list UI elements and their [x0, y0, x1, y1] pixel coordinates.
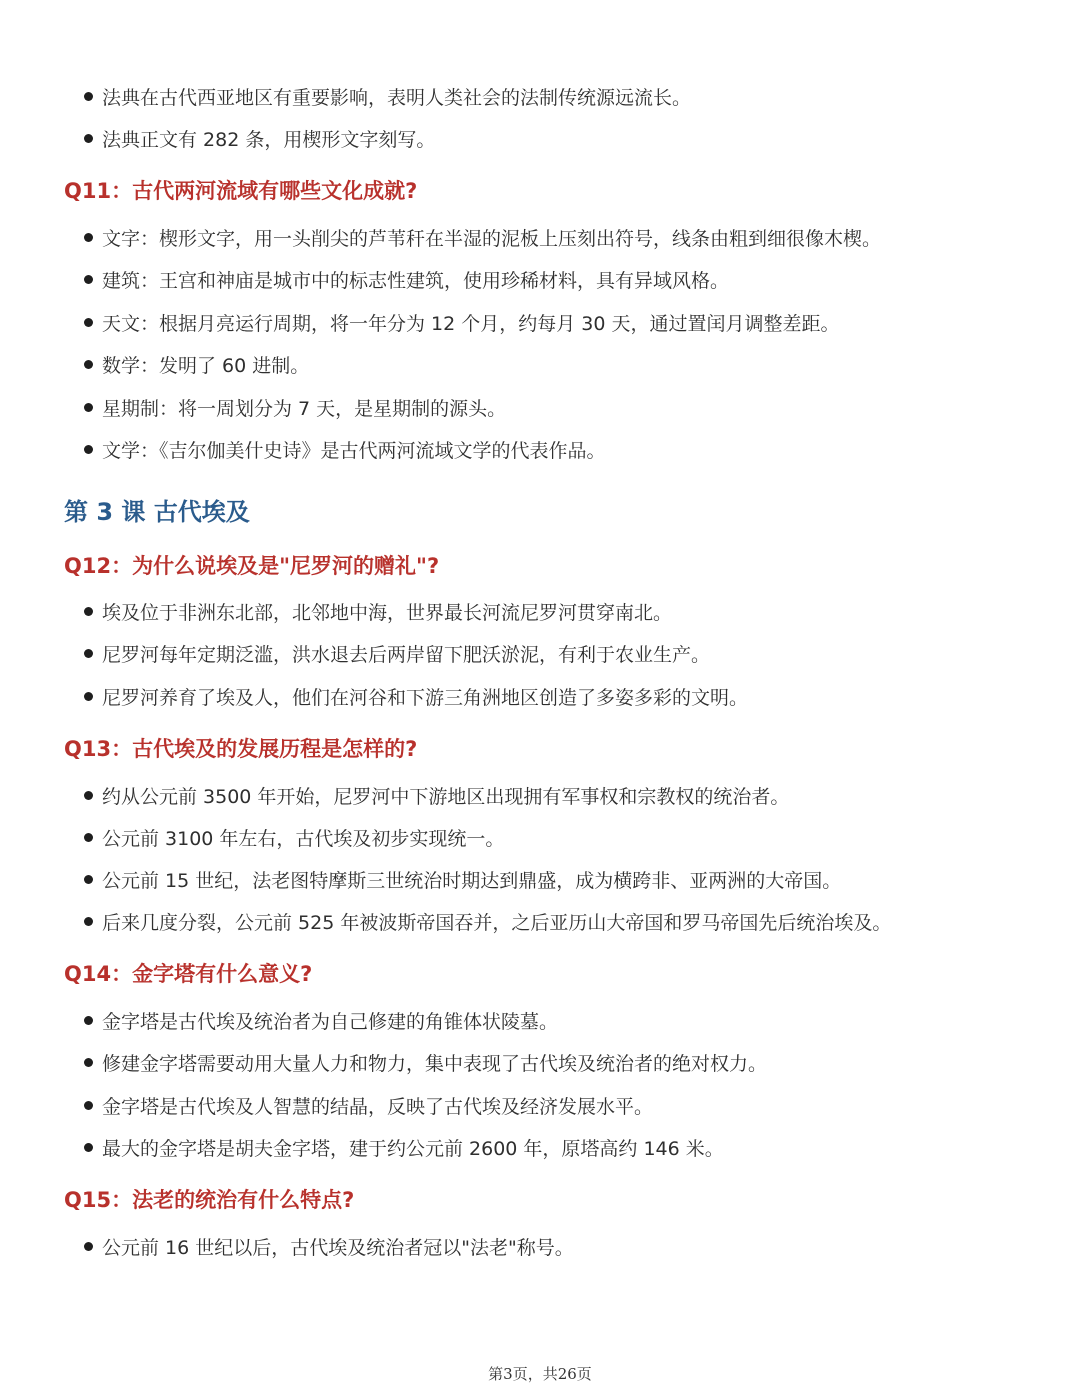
list-item	[84, 353, 309, 379]
bullet-icon	[84, 1016, 93, 1025]
bullet-icon	[84, 275, 93, 284]
list-item-text: 天文：根据月亮运行周期，将一年分为 12 个月，约每月 30 天，通过置闰月调整差距。	[102, 313, 840, 335]
bullet-icon	[84, 1143, 93, 1152]
bullet-icon	[84, 607, 93, 616]
list-item	[84, 1235, 574, 1261]
list-item	[84, 1009, 558, 1035]
question-heading-q15: Q15：法老的统治有什么特点?	[64, 1188, 355, 1212]
bullet-icon	[84, 92, 93, 101]
list-item-text: 建筑：王宫和神庙是城市中的标志性建筑，使用珍稀材料，具有异域风格。	[102, 270, 730, 292]
list-item-text: 金字塔是古代埃及人智慧的结晶，反映了古代埃及经济发展水平。	[102, 1096, 654, 1118]
list-item	[84, 826, 504, 852]
bullet-icon	[84, 233, 93, 242]
list-item-text: 星期制：将一周划分为 7 天，是星期制的源头。	[102, 398, 507, 420]
bullet-icon	[84, 1242, 93, 1251]
list-item	[84, 784, 789, 810]
list-item	[84, 311, 840, 337]
bullet-icon	[84, 360, 93, 369]
list-item	[84, 642, 710, 668]
list-item	[84, 910, 891, 936]
list-item-text: 文字：楔形文字，用一头削尖的芦苇秆在半湿的泥板上压刻出符号，线条由粗到细很像木楔。	[102, 228, 882, 250]
list-item	[84, 868, 841, 894]
list-item	[84, 1051, 767, 1077]
bullet-icon	[84, 1101, 93, 1110]
question-heading-q11: Q11：古代两河流域有哪些文化成就?	[64, 179, 418, 203]
list-item-text: 法典在古代西亚地区有重要影响，表明人类社会的法制传统源远流长。	[102, 87, 692, 109]
list-item	[84, 396, 506, 422]
list-item-text: 数学：发明了 60 进制。	[102, 355, 310, 377]
bullet-icon	[84, 917, 93, 926]
list-item-text: 最大的金字塔是胡夫金字塔，建于约公元前 2600 年，原塔高约 146 米。	[102, 1138, 724, 1160]
list-item-text: 文学：《吉尔伽美什史诗》是古代两河流域文学的代表作品。	[102, 440, 606, 462]
list-item-text: 法典正文有 282 条，用楔形文字刻写。	[102, 129, 436, 151]
list-item-text: 公元前 15 世纪，法老图特摩斯三世统治时期达到鼎盛，成为横跨非、亚两洲的大帝国。	[102, 870, 842, 892]
bullet-icon	[84, 445, 93, 454]
list-item-text: 金字塔是古代埃及统治者为自己修建的角锥体状陵墓。	[102, 1011, 559, 1033]
list-item	[84, 268, 729, 294]
bullet-icon	[84, 403, 93, 412]
list-item-text: 约从公元前 3500 年开始，尼罗河中下游地区出现拥有军事权和宗教权的统治者。	[102, 786, 790, 808]
list-item	[84, 85, 691, 111]
bullet-icon	[84, 692, 93, 701]
list-item-text: 修建金字塔需要动用大量人力和物力，集中表现了古代埃及统治者的绝对权力。	[102, 1053, 768, 1075]
list-item	[84, 226, 881, 252]
list-item-text: 公元前 3100 年左右，古代埃及初步实现统一。	[102, 828, 505, 850]
list-item-text: 公元前 16 世纪以后，古代埃及统治者冠以"法老"称号。	[102, 1237, 574, 1259]
bullet-icon	[84, 649, 93, 658]
list-item	[84, 127, 435, 153]
list-item-text: 后来几度分裂，公元前 525 年被波斯帝国吞并，之后亚历山大帝国和罗马帝国先后统治埃及。	[102, 912, 892, 934]
page-number: 第3页，共26页	[488, 1365, 592, 1383]
list-item	[84, 1136, 724, 1162]
bullet-icon	[84, 318, 93, 327]
question-heading-q13: Q13：古代埃及的发展历程是怎样的?	[64, 737, 418, 761]
bullet-icon	[84, 134, 93, 143]
list-item	[84, 438, 606, 464]
list-item	[84, 1094, 653, 1120]
list-item-text: 尼罗河养育了埃及人，他们在河谷和下游三角洲地区创造了多姿多彩的文明。	[102, 687, 749, 709]
lesson-heading: 第 3 课 古代埃及	[64, 498, 250, 526]
bullet-icon	[84, 875, 93, 884]
list-item	[84, 600, 672, 626]
question-heading-q12: Q12：为什么说埃及是"尼罗河的赠礼"?	[64, 554, 440, 578]
bullet-icon	[84, 1058, 93, 1067]
bullet-icon	[84, 791, 93, 800]
list-item-text: 埃及位于非洲东北部，北邻地中海，世界最长河流尼罗河贯穿南北。	[102, 602, 673, 624]
list-item-text: 尼罗河每年定期泛滥，洪水退去后两岸留下肥沃淤泥，有利于农业生产。	[102, 644, 711, 666]
list-item	[84, 685, 748, 711]
question-heading-q14: Q14：金字塔有什么意义?	[64, 962, 313, 986]
bullet-icon	[84, 833, 93, 842]
